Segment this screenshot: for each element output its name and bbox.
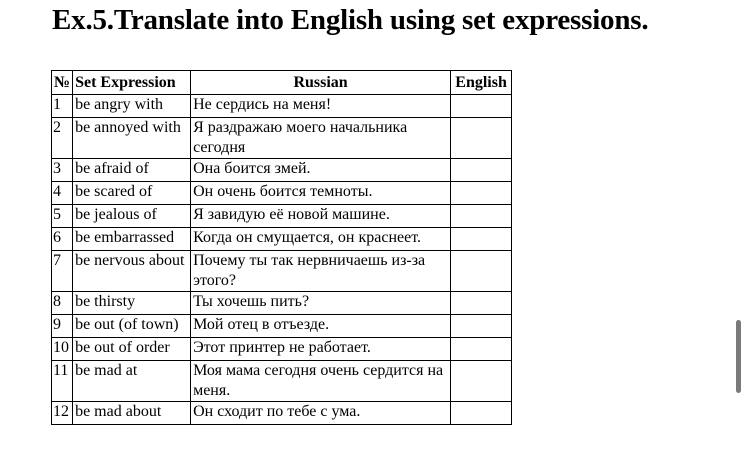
table-row: [52, 251, 512, 292]
table-row: [52, 118, 512, 159]
table-header-row: [52, 71, 512, 95]
russian-cell: Мой отец в отъезде.: [191, 315, 451, 338]
russian-cell: Почему ты так нервничаешь из-за этого?: [191, 251, 451, 292]
russian-cell: Она боится змей.: [191, 159, 451, 182]
table-row: [52, 292, 512, 315]
english-answer-cell[interactable]: [451, 292, 512, 315]
set-expression-cell: be mad at: [73, 361, 191, 402]
table-row: [52, 205, 512, 228]
english-answer-cell[interactable]: [451, 182, 512, 205]
header-set-expression: Set Expression: [73, 71, 191, 95]
english-answer-cell[interactable]: [451, 361, 512, 402]
set-expression-cell: be jealous of: [73, 205, 191, 228]
set-expression-cell: be mad about: [73, 402, 191, 425]
set-expression-cell: be nervous about: [73, 251, 191, 292]
table-row: [52, 95, 512, 118]
table-row: [52, 402, 512, 425]
set-expression-cell: be out (of town): [73, 315, 191, 338]
russian-cell: Я раздражаю моего начальника сегодня: [191, 118, 451, 159]
english-answer-cell[interactable]: [451, 251, 512, 292]
table-row: [52, 361, 512, 402]
scrollbar-thumb[interactable]: [736, 320, 741, 393]
russian-cell: Он сходит по тебе с ума.: [191, 402, 451, 425]
row-number: 12: [52, 402, 73, 425]
russian-cell: Ты хочешь пить?: [191, 292, 451, 315]
table-row: [52, 159, 512, 182]
russian-cell: Не сердись на меня!: [191, 95, 451, 118]
row-number: 5: [52, 205, 73, 228]
set-expression-cell: be annoyed with: [73, 118, 191, 159]
table-row: [52, 315, 512, 338]
row-number: 7: [52, 251, 73, 292]
row-number: 2: [52, 118, 73, 159]
russian-cell: Этот принтер не работает.: [191, 338, 451, 361]
set-expression-cell: be scared of: [73, 182, 191, 205]
header-russian: Russian: [191, 71, 451, 95]
row-number: 11: [52, 361, 73, 402]
header-english: English: [451, 71, 512, 95]
english-answer-cell[interactable]: [451, 205, 512, 228]
row-number: 6: [52, 228, 73, 251]
russian-cell: Он очень боится темноты.: [191, 182, 451, 205]
english-answer-cell[interactable]: [451, 402, 512, 425]
row-number: 9: [52, 315, 73, 338]
russian-cell: Когда он смущается, он краснеет.: [191, 228, 451, 251]
table-body: [52, 95, 512, 425]
russian-cell: Я завидую её новой машине.: [191, 205, 451, 228]
row-number: 3: [52, 159, 73, 182]
row-number: 8: [52, 292, 73, 315]
russian-cell: Моя мама сегодня очень сердится на меня.: [191, 361, 451, 402]
set-expression-cell: be embarrassed: [73, 228, 191, 251]
english-answer-cell[interactable]: [451, 159, 512, 182]
english-answer-cell[interactable]: [451, 118, 512, 159]
table-row: [52, 228, 512, 251]
set-expression-cell: be thirsty: [73, 292, 191, 315]
exercise-title: Ex.5.Translate into English using set expressions.: [52, 4, 649, 36]
english-answer-cell[interactable]: [451, 338, 512, 361]
header-number: №: [52, 71, 73, 95]
table-row: [52, 182, 512, 205]
table-row: [52, 338, 512, 361]
english-answer-cell[interactable]: [451, 95, 512, 118]
set-expression-cell: be angry with: [73, 95, 191, 118]
row-number: 10: [52, 338, 73, 361]
english-answer-cell[interactable]: [451, 315, 512, 338]
expressions-table: [51, 70, 512, 425]
set-expression-cell: be afraid of: [73, 159, 191, 182]
english-answer-cell[interactable]: [451, 228, 512, 251]
row-number: 4: [52, 182, 73, 205]
row-number: 1: [52, 95, 73, 118]
set-expression-cell: be out of order: [73, 338, 191, 361]
